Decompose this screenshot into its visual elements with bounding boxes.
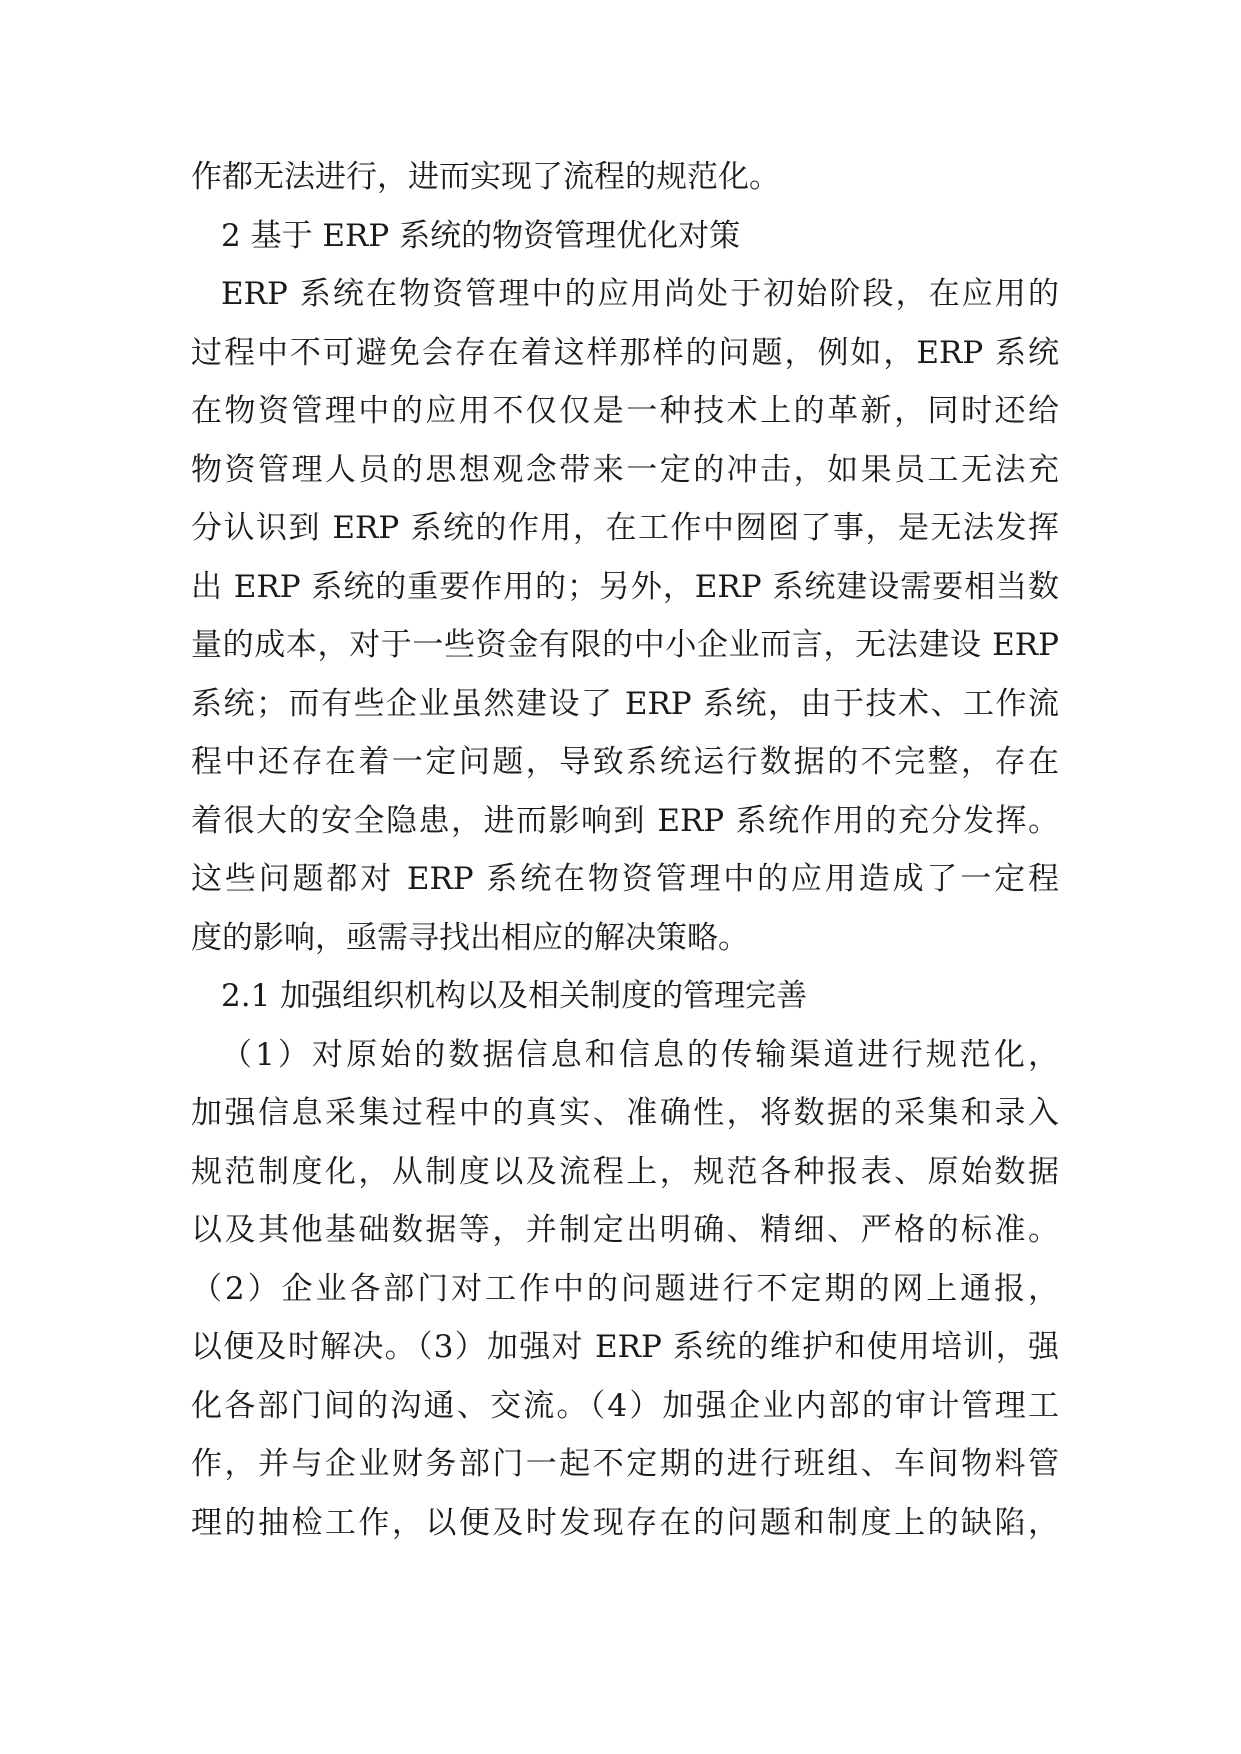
paragraph-line: 过程中不可避免会存在着这样那样的问题，例如，ERP 系统 bbox=[191, 334, 1059, 371]
paragraph-line: 度的影响，亟需寻找出相应的解决策略。 bbox=[191, 919, 749, 956]
paragraph-line: 着很大的安全隐患，进而影响到 ERP 系统作用的充分发挥。 bbox=[191, 802, 1059, 839]
paragraph-line: 程中还存在着一定问题，导致系统运行数据的不完整，存在 bbox=[191, 744, 1059, 780]
paragraph-line: 作，并与企业财务部门一起不定期的进行班组、车间物料管 bbox=[191, 1446, 1059, 1482]
section-heading: 2 基于 ERP 系统的物资管理优化对策 bbox=[221, 217, 741, 254]
paragraph-line: 化各部门间的沟通、交流。（4）加强企业内部的审计管理工 bbox=[191, 1387, 1059, 1424]
paragraph-line: ERP 系统在物资管理中的应用尚处于初始阶段，在应用的 bbox=[221, 276, 1059, 312]
paragraph-line: 加强信息采集过程中的真实、准确性，将数据的采集和录入 bbox=[191, 1095, 1059, 1131]
paragraph-line: 量的成本，对于一些资金有限的中小企业而言，无法建设 ERP bbox=[191, 627, 1059, 663]
section-heading: 2.1 加强组织机构以及相关制度的管理完善 bbox=[221, 978, 808, 1014]
paragraph-line: 以及其他基础数据等，并制定出明确、精细、严格的标准。 bbox=[191, 1212, 1059, 1248]
paragraph-line: 物资管理人员的思想观念带来一定的冲击，如果员工无法充 bbox=[191, 451, 1059, 488]
paragraph-line: （1）对原始的数据信息和信息的传输渠道进行规范化， bbox=[221, 1036, 1059, 1073]
paragraph-line: 理的抽检工作，以便及时发现存在的问题和制度上的缺陷， bbox=[191, 1504, 1059, 1541]
paragraph-line: 这些问题都对 ERP 系统在物资管理中的应用造成了一定程 bbox=[191, 861, 1059, 897]
paragraph-line: 作都无法进行，进而实现了流程的规范化。 bbox=[191, 159, 780, 195]
paragraph-line: 出 ERP 系统的重要作用的；另外，ERP 系统建设需要相当数 bbox=[191, 568, 1059, 605]
paragraph-line: 规范制度化，从制度以及流程上，规范各种报表、原始数据 bbox=[191, 1153, 1059, 1190]
paragraph-line: 在物资管理中的应用不仅仅是一种技术上的革新，同时还给 bbox=[191, 393, 1059, 429]
paragraph-line: 分认识到 ERP 系统的作用，在工作中囫囵了事，是无法发挥 bbox=[191, 510, 1059, 546]
paragraph-line: 系统；而有些企业虽然建设了 ERP 系统，由于技术、工作流 bbox=[191, 685, 1059, 722]
paragraph-line: （2）企业各部门对工作中的问题进行不定期的网上通报， bbox=[191, 1270, 1059, 1307]
paragraph-line: 以便及时解决。（3）加强对 ERP 系统的维护和使用培训，强 bbox=[191, 1329, 1059, 1365]
document-body bbox=[191, 148, 1059, 1552]
